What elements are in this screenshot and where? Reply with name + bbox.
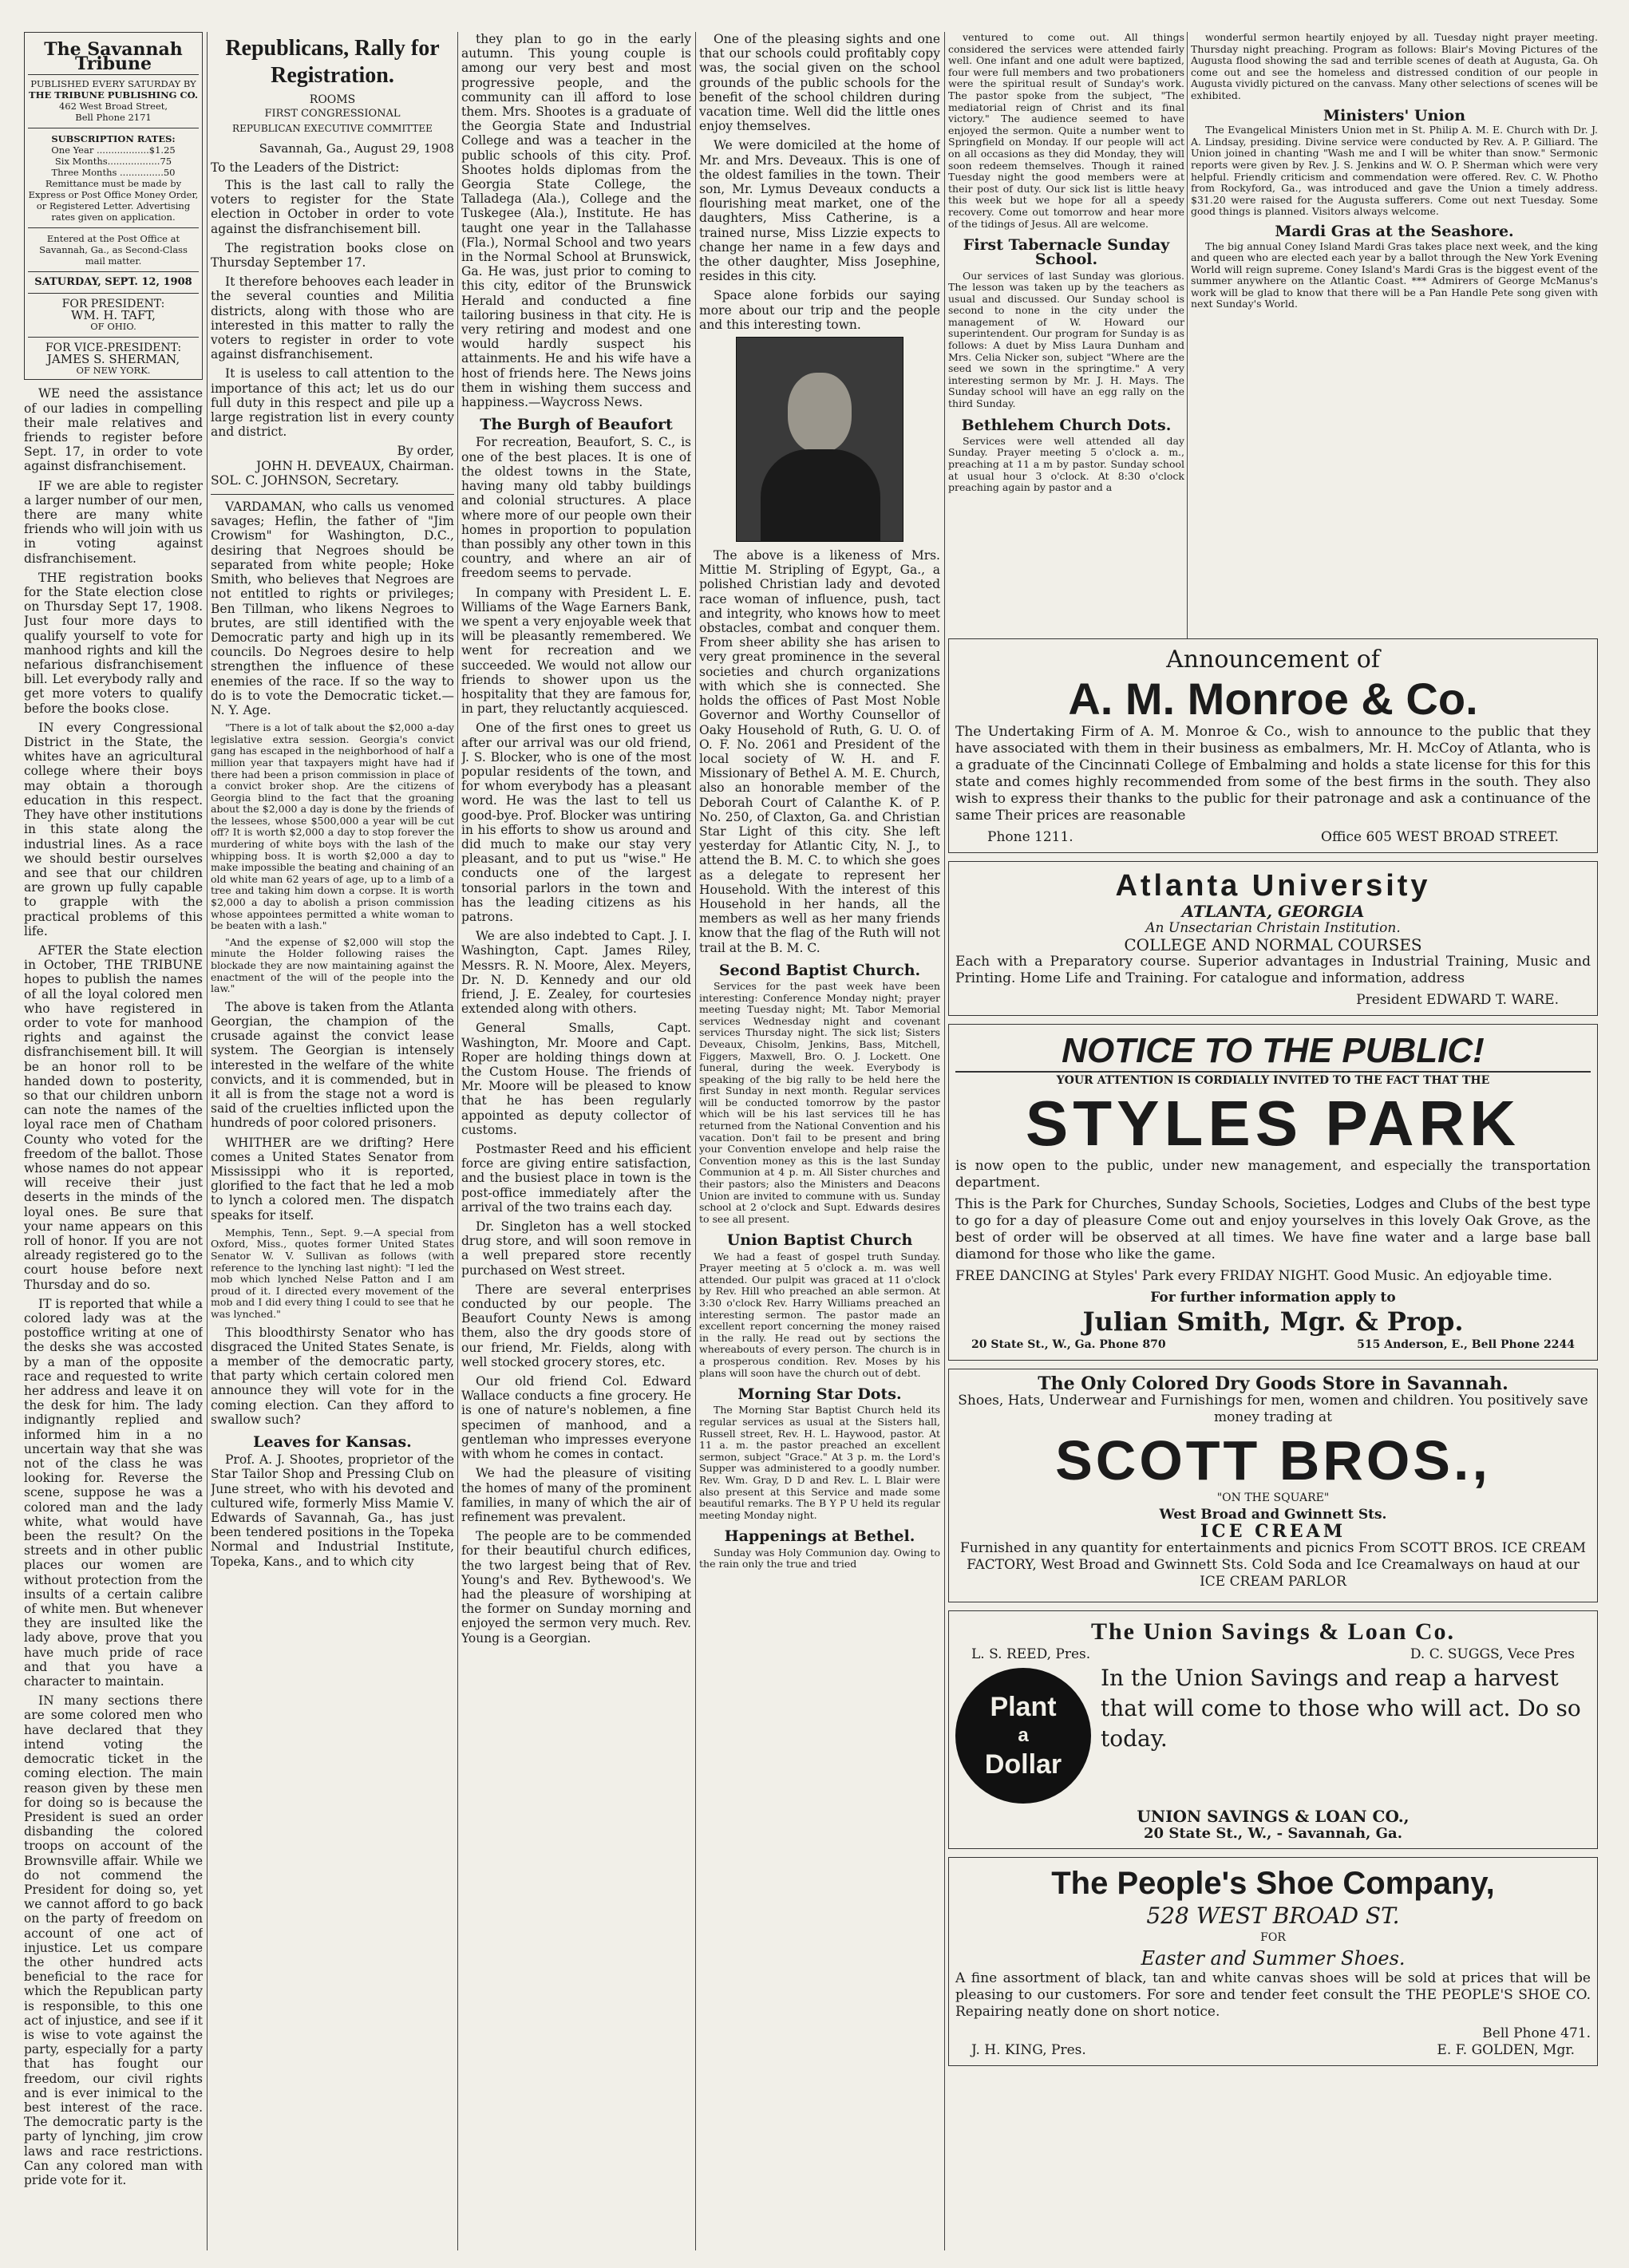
article-paragraph: WHITHER are we drifting? Here comes a United States Senator from Mississippi who it is reported, glorified to the fact that he led a mob to lynch a colored men. The dispatch speaks for itself. [211,1135,454,1223]
article-paragraph: The big annual Coney Island Mardi Gras takes place next week, and the king and queen who are elected each year by a ballot through the New York Evening World will reign supreme. Coney Island's Mardi Gras is the biggest event of the summer anywhere on the Atlantic Coast. *** Admirers of George McManus's work will be glad to know that there will be a Pan Handle Pete song given with next Sunday's World. [1191,239,1598,310]
article-paragraph: "And the expense of $2,000 will stop the minute the Holder following raises the blockade they are now maintaining against the enactment of the will of the people into the law." [211,935,454,995]
column-divider [207,32,208,2250]
dollar-word: Dollar [984,1749,1062,1780]
kansas-heading: Leaves for Kansas. [253,1433,412,1451]
article-paragraph: The Morning Star Baptist Church held its regular services as usual at the Sisters hall, Russell street, Rev. H. L. Haywood, pastor. At 11 a. m. the pastor preached an excellent sermon, subject "Grace." At 3 p. m. the Lord's Supper was administered to a goodly number. Rev. Wm. Gray, D D and Rev. L. L Blair were also present at this Service and made some beautiful remarks. The B Y P U held its regular meeting Monday night. [699,1404,940,1521]
styles-address-2: 515 Anderson, E., Bell Phone 2244 [1357,1338,1575,1351]
shoe-for: FOR [1260,1931,1286,1944]
monroe-text: The Undertaking Firm of A. M. Monroe & Co., wish to announce to the public that they have associated with them in their business as embalmers, Mr. H. McCoy of Atlanta, who is a graduate of the Cincinnati College of Embalming and holds a state license for this for this state and comes highly recommended from some of the best firms in the south. They also wish to express their thanks to the public for their patronage and ask a continuance of the same Their prices are reasonable [955,724,1591,824]
article-paragraph: The Evangelical Ministers Union met in St. Philip A. M. E. Church with Dr. J. A. Lindsay, presiding. Divine service were conducted by Rev. A. P. Gilliard. The Union joined in chanting "Wash me and I will be whiter than snow." Sermonic reports were given by Rev. J. S. Jenkins and W. O. P. Sherman which were very helpful. Friendly criticism and commendation were offered. Rev. C. W. Photho from Rockyford, Ga., was introduced and gave the Union a timely address. $31.20 were raised for the Augusta sufferers. Come out next Tuesday. Some good things is planned. Visitors always welcome. [1191,124,1598,218]
article-paragraph: Postmaster Reed and his efficient force are giving entire satisfaction, and the busiest place in town is the post-office immediately after the arrival of the two trains each day. [461,1142,691,1215]
article-paragraph: General Smalls, Capt. Washington, Mr. Moore and Capt. Roper are holding things down at the Custom House. The friends of Mr. Moore will be pleased to know that he has been regularly appointed as deputy collector of customs. [461,1021,691,1137]
article-paragraph: We were domiciled at the home of Mr. and Mrs. Deveaux. This is one of the oldest families in the town. Their son, Mr. Lymus Deveaux conducts a flourishing meat market, one of the daughters, Miss Catherine, is a trained nurse, Miss Lizzie expects to change her name in a few days and the other daughter, Miss Josephine, resides in this city. [699,138,940,284]
masthead-phone: Bell Phone 2171 [75,112,152,124]
second-baptist-heading: Second Baptist Church. [718,961,921,979]
scott-name: SCOTT BROS., [1055,1429,1491,1492]
atlanta-university-sub: An Unsectarian Christain Institution. [1145,920,1401,936]
monroe-office: Office 605 WEST BROAD STREET. [1321,829,1559,845]
union-savings-name: The Union Savings & Loan Co. [1090,1618,1456,1645]
monroe-announcement: Announcement of [1166,646,1380,674]
masthead-title: The Savannah Tribune [28,42,199,75]
committee-line-2: REPUBLICAN EXECUTIVE COMMITTEE [232,123,433,135]
editorial-paragraph: WE need the assistance of our ladies in compelling their male relatives and friends to register before Sept. 17, in order to vote against disfranchisement. [24,386,203,474]
morning-star-heading: Morning Star Dots. [737,1385,902,1404]
column-4 [699,32,940,2250]
vice-president-name: JAMES S. SHERMAN, [46,352,180,367]
shoe-company-name: The People's Shoe Company, [1051,1866,1495,1901]
union-vice-president: D. C. SUGGS, Vece Pres [1410,1646,1575,1662]
ministers-union-heading: Ministers' Union [1323,106,1466,124]
column-5 [948,32,1184,638]
letter-paragraph: It is useless to call attention to the importance of this act; let us do our full duty in this respect and pile up a large registration list in every county and district. [211,366,454,440]
article-paragraph: ventured to come out. All things considered the services were attended fairly well. One infant and one adult were baptized, four were full members and two probationers were the spiritual result of Sunday's work. The pastor spoke from the subject, "The mediatorial reign of Christ and its final victory." The audience seemed to have enjoyed the sermon. Quite a number went to Springfield on Monday. If our people will act on all occasions as they did Monday, they will soon redeem themselves. Though it rained Tuesday night the good members were at their post of duty. Our sick list is little heavy this week but we hope for all a speedy recovery. Come out tomorrow and hear more of the tidings of Jesus. All are welcome. [948,32,1184,230]
entered-note: Entered at the Post Office at Savannah, Ga., as Second-Class mail matter. [39,233,188,267]
article-paragraph: Services were well attended all day Sunday. Prayer meeting 5 o'clock a. m., preaching at 11 a m by pastor. Sunday school at usual hour 3 o'clock. At 8:30 o'clock preaching again by pastor and a [948,434,1184,494]
shoe-phone: Bell Phone 471. [1482,2025,1591,2041]
committee-line-1: FIRST CONGRESSIONAL [264,108,401,121]
article-paragraph: VARDAMAN, who calls us venomed savages; Heflin, the father of "Jim Crowism" for Washington, D.C., desiring that Negroes should be separated from white people; Hoke Smith, who believes that Negroes are not entitled to rights or privileges; Ben Tillman, who likens Negroes to brutes, are still identified with the Democratic party and high up in its councils. Do Negroes desire to help strengthen the influence of these enemies of the race. If so the way to do is to vote the Democratic ticket.—N. Y. Age. [211,500,454,717]
article-paragraph: wonderful sermon heartily enjoyed by all. Tuesday night prayer meeting. Thursday night preaching. Program as follows: Blair's Moving Pictures of the Augusta flood showing the sad and terrible scenes of death at Augusta, Ga. Oh come out and see the homeless and distressed condition of our people in Augusta vividly pictured on the canvass. Many other selections of scenes will be exhibited. [1191,32,1598,101]
beaufort-heading: The Burgh of Beaufort [480,416,673,434]
letter-salutation: To the Leaders of the District: [211,160,400,175]
column-divider [695,32,696,2250]
bethel-heading: Happenings at Bethel. [724,1527,915,1546]
president-name: WM. H. TAFT, [71,308,156,323]
scott-square: "ON THE SQUARE" [1216,1492,1330,1504]
column-divider [457,32,458,2250]
article-paragraph: Memphis, Tenn., Sept. 9.—A special from Oxford, Miss., quotes former United States Senator W. V. Sullivan as follows (with reference to the lynching last night): "I led the mob which lynched Nelse Patton and I am proud of it. I directed every movement of the mob and I did every thing I could to see that he was lynched." [211,1226,454,1320]
letter-paragraph: It therefore behooves each leader in the several counties and Militia districts, along with those who are interested in this matter to rally the voters to register in order to vote against disfranchisement. [211,275,454,362]
newspaper-page [24,32,1604,2250]
article-paragraph: There are several enterprises conducted by our people. The Beaufort County News is among them, also the dry goods store of our friend, Mr. Fields, along with well stocked grocery stores, etc. [461,1282,691,1369]
shoe-golden: E. F. GOLDEN, Mgr. [1437,2042,1575,2058]
styles-text-1: is now open to the public, under new management, and especially the transportation department. [955,1158,1591,1191]
letter-chairman: JOHN H. DEVEAUX, Chairman. [256,458,454,473]
article-paragraph: For recreation, Beaufort, S. C., is one of the best places. It is one of the oldest towns in the State, having many old tabby buildings and colonial structures. A place where more of our people own their homes in proportion to population than possibly any other town in this country, and where an air of freedom seems to pervade. [461,435,691,581]
monroe-name: A. M. Monroe & Co. [1068,674,1478,724]
column-divider [944,32,945,2250]
article-paragraph: they plan to go in the early autumn. This young couple is among our very best and most progressive people, and the community can ill afford to lose them. Mrs. Shootes is a graduate of the Georgia State and Industrial College and was a teacher in the public schools of this city. Prof. Shootes holds diplomas from the Georgia State College, the Talladega (Ala.), College and the Tuskegee (Ala.), Institute. He has taught one year in the Tallahasse (Fla.), Normal School and two years in the Normal School at Brunswick, Ga. He was, just prior to coming to this city, editor of the Brunswick Herald and conducted a fine tailoring business in that city. He is very retiring and modest and one would hardly suspect his attainments. He and his wife have a host of friends here. The News joins them in wishing them success and happiness.—Waycross News. [461,32,691,410]
scott-ice-cream: ICE CREAM [1200,1521,1346,1542]
bethlehem-heading: Bethlehem Church Dots. [961,416,1172,434]
article-paragraph: Our old friend Col. Edward Wallace conducts a fine grocery. He is one of nature's noblemen, a fine specimen of manhood, and a gentleman who impresses everyone with whom he comes in contact. [461,1374,691,1462]
president-state: OF OHIO. [90,321,136,333]
article-paragraph: In company with President L. E. Williams of the Wage Earners Bank, we spent a very enjoyable week that will be pleasantly remembered. We went for recreation and we succeeded. We would not allow our friends to shower upon us the hospitality that they are famous for, in part, they reluctantly acquiesced. [461,585,691,717]
article-paragraph: Space alone forbids our saying more about our trip and the people and this interesting town. [699,288,940,332]
masthead-publisher: THE TRIBUNE PUBLISHING CO. [29,89,198,101]
mardi-gras-heading: Mardi Gras at the Seashore. [1275,222,1514,240]
shoe-sub: Easter and Summer Shoes. [1141,1947,1406,1970]
scott-text-1: Shoes, Hats, Underwear and Furnishings for men, women and children. You positively save money trading at [958,1393,1588,1425]
scott-heading: The Only Colored Dry Goods Store in Savannah. [1038,1373,1508,1394]
article-paragraph: The above is a likeness of Mrs. Mittie M. Stripling of Egypt, Ga., a polished Christian lady and devoted race woman of influence, push, tact and integrity, who knows how to meet obstacles, combat and conquer them. From sheer ability she has arisen to very great prominence in the several societies and church organizations with which she is connected. She holds the offices of Past Most Noble Governor and Worthy Counsellor of Oaky Household of Ruth, G. U. O. of O. F. No. 2061 and President of the local society of W. H. and F. Missionary of Bethel A. M. E. Church, also an honorable member of the Deborah Court of Calanthe K. of P. No. 250, of Claxton, Ga. and Christian Star Light of this city. She left yesterday for Atlantic City, N. J., to attend the B. M. C. to which she goes as a delegate to represent her Household. With the interest of this Household in her hands, all the members as well as her many friends know that the flag of the Ruth will not trail at the B. M. C. [699,548,940,955]
advertisements [948,638,1598,2250]
atlanta-university-president: President EDWARD T. WARE. [1356,992,1559,1008]
vice-president-state: OF NEW YORK. [76,365,151,377]
union-president: L. S. REED, Pres. [971,1646,1091,1662]
article-paragraph: One of the pleasing sights and one that our schools could profitably copy was, the social given on the school grounds of the public schools for the benefit of the school children during vacation time. Well did the little ones enjoy themselves. [699,32,940,134]
editorial-paragraph: THE registration books for the State election close on Thursday Sept 17, 1908. Just four more days to qualify yourself to vote for manhood rights and kill the nefarious disfranchisement bill. Let everybody rally and get more voters to qualify before the books close. [24,570,203,716]
article-paragraph: The above is taken from the Atlanta Georgian, the champion of the crusade against the convict lease system. The Georgian is intensely interested in the welfare of the white convicts, and it is commended, but in it all is from the stage not a word is said of the cruelties inflicted upon the hundreds of poor colored prisoners. [211,999,454,1131]
article-paragraph: We had a feast of gospel truth Sunday. Prayer meeting at 5 o'clock a. m. was well attended. Our pulpit was graced at 11 o'clock by Rev. Hill who preached an able sermon. At 3:30 o'clock Rev. Harry Williams preached an interesting sermon. The pastor made an excellent report concerning the money raised in the rally. He read out by sections the whereabouts of every person. The church is in a prosperous condition. Rev. Moses by his plans will soon have the church out of debt. [699,1250,940,1379]
union-baptist-heading: Union Baptist Church [726,1231,913,1250]
rates-heading: SUBSCRIPTION RATES: [51,133,176,145]
peoples-shoe-ad [948,1857,1598,2066]
union-address: 20 State St., W., - Savannah, Ga. [1144,1825,1402,1842]
styles-manager: Julian Smith, Mgr. & Prop. [1082,1306,1464,1337]
column-3 [461,32,691,2250]
scott-text-2: Furnished in any quantity for entertainments and picnics From SCOTT BROS. ICE CREAM FACTORY, West Broad and Gwinnett Sts. Cold Soda and Ice Creamalways on haud at our ICE CREAM PARLOR [959,1540,1587,1590]
issue-date: SATURDAY, SEPT. 12, 1908 [34,276,192,289]
article-paragraph: This bloodthirsty Senator who has disgraced the United States Senate, is a member of the democratic party, that party which certain colored men announce they will vote for in the coming election. Can they afford to swallow such? [211,1325,454,1427]
letter-by-order: By order, [397,444,454,459]
rooms-label: ROOMS [309,93,356,106]
column-1 [24,32,203,2250]
shoe-text: A fine assortment of black, tan and white canvas shoes will be sold at prices that will be pleasing to our customers. For sore and tender feet consult the THE PEOPLE'S SHOE CO. Repairing neatly done on short notice. [955,1970,1591,2020]
president-label: FOR PRESIDENT: [61,298,165,311]
styles-apply: For further information apply to [1150,1290,1396,1306]
styles-park-ad [948,1024,1598,1361]
vice-president-label: FOR VICE-PRESIDENT: [45,342,182,355]
monroe-phone: Phone 1211. [987,829,1073,845]
styles-park-name: STYLES PARK [1025,1088,1521,1159]
plant-a-word: a [1018,1725,1029,1746]
article-paragraph: "There is a lot of talk about the $2,000 a-day legislative extra session. Georgia's convict gang has escaped in the neighborhood of half a million year that taxpayers might have had if there had been a prison commission in place of a convict broker shop. Are the citizens of Georgia blind to the fact that the groaning about the $2,000 a day is done by the friends of the lessees, whose $500,000 a year will be cut off? It is worth $2,000 a day to stop forever the murdering of white boys with the lash of the whipping boss. It is worth $2,000 a day to make impossible the beating and chaining of an old white man 62 years of age, up to a limb of a tree and taking him down a corpse. It is worth $2,000 a day to abolish a prison commission whose appointees permitted a white woman to be beaten with a lash." [211,721,454,932]
portrait-photo [736,337,903,542]
atlanta-university-city: ATLANTA, GEORGIA [1181,902,1365,921]
union-text: In the Union Savings and reap a harvest that will come to those who will act. Do so today. [1101,1665,1581,1752]
editorial-paragraph: IN many sections there are some colored men who have declared that they intend voting the democratic ticket in the coming election. The main reason given by these men for doing so is because the President is sued an order disbanding the colored troops on account of the Brownsville affair. While we do not commend the President for doing so, yet we cannot afford to go back on the party of freedom on account of one act of injustice. Let us compare the other hundred acts beneficial to the race for which the Republican party is responsible, to this one act of injustice, and see if it is wise to vote against the party, especially for a party that has fought our freedom, our civil rights and is ever inimical to the best interest of the race. The democratic party is the party of lynching, jim crow laws and race restrictions. Can any colored man with pride vote for it. [24,1693,203,2187]
article-paragraph: Sunday was Holy Communion day. Owing to the rain only the true and tried [699,1546,940,1571]
atlanta-university-ad [948,861,1598,1016]
tabernacle-heading: First Tabernacle Sunday School. [963,236,1170,269]
masthead-box [24,32,203,380]
notice-sub: YOUR ATTENTION IS CORDIALLY INVITED TO THE FACT THAT THE [1056,1074,1490,1087]
letter-secretary: SOL. C. JOHNSON, Secretary. [211,472,399,488]
article-paragraph: We had the pleasure of visiting the homes of many of the prominent families, in many of which the air of refinement was prevalent. [461,1466,691,1524]
article-paragraph: Dr. Singleton has a well stocked drug store, and will soon remove in a well prepared store recently purchased on West street. [461,1219,691,1278]
shoe-king: J. H. KING, Pres. [971,2042,1086,2058]
registration-headline: Republicans, Rally for Registration. [225,36,440,88]
column-2 [211,32,454,2250]
atlanta-university-name: Atlanta University [1115,869,1431,903]
notice-heading: NOTICE TO THE PUBLIC! [955,1031,1591,1073]
union-savings-ad [948,1610,1598,1849]
styles-address-1: 20 State St., W., Ga. Phone 870 [971,1338,1166,1351]
editorial-paragraph: IT is reported that while a colored lady was at the postoffice writing at one of the desks she was accosted by a man of the opposite race and requested to write her address and leave it on the desk for him. The lady indignantly replied and informed him in a no uncertain way that she was not of the class he was looking for. Reverse the scene, suppose he was a colored man and the lady white, what would have been the result? On the streets and in other public places our women are without protection from the insults of a certain calibre of white men. But whenever they are insulted like the lady above, prove that you have much pride of race and that you have a character to maintain. [24,1296,203,1689]
styles-text-3: FREE DANCING at Styles' Park every FRIDAY NIGHT. Good Music. An edjoyable time. [955,1268,1552,1284]
rate-three-months: Three Months ...............50 [51,167,176,179]
scott-address: West Broad and Gwinnett Sts. [1159,1507,1387,1523]
shoe-address: 528 WEST BROAD ST. [1146,1903,1400,1929]
masthead-published: PUBLISHED EVERY SATURDAY BY [30,78,196,90]
column-6-top [1191,32,1598,638]
styles-text-2: This is the Park for Churches, Sunday Schools, Societies, Lodges and Clubs of the best type to go for a day of pleasure Come out and enjoy yourselves in this lovely Oak Grove, as the best of order will be observed at all times. We have fine water and a large base ball diamond for those who like the game. [955,1196,1591,1262]
column-divider [1187,32,1188,638]
editorial-paragraph: IF we are able to register a larger number of our men, there are many white friends who will join with us in voting against disfranchisement. [24,478,203,566]
plant-a-dollar-icon [955,1668,1091,1804]
article-paragraph: The people are to be commended for their beautiful church edifices, the two largest being that of Rev. Young's and Rev. Bythewood's. We had the pleasure of worshiping at the former on Sunday morning and enjoyed the sermon very much. Rev. Young is a Georgian. [461,1529,691,1646]
editorial-paragraph: AFTER the State election in October, THE TRIBUNE hopes to publish the names of all the loyal colored men who have registered in order to vote for manhood rights and against the disfranchisement bill. It will be an honor roll to be handed down to posterity, so that our children unborn can note the names of the loyal race men of Chatham County who voted for the freedom of the ballot. Those whose names do not appear will receive their just deserts in the minds of the loyal ones. Be sure that your name appears on this roll of honor. If you are not already registered go to the court house before next Thursday and do so. [24,942,203,1292]
monroe-ad [948,638,1598,853]
rate-one-year: One Year ..................$1.25 [51,144,176,156]
letter-dateline: Savannah, Ga., August 29, 1908 [259,140,454,156]
atlanta-university-courses: COLLEGE AND NORMAL COURSES [1124,935,1422,954]
rate-six-months: Six Months..................75 [54,156,172,168]
masthead-address: 462 West Broad Street, [58,101,168,113]
article-paragraph: Our services of last Sunday was glorious. The lesson was taken up by the teachers as usual and discussed. Our Sunday school is second to none in the city under the management of W. Howard our superintendent. Our program for Sunday is as follows: A duet by Miss Laura Dunham and Mrs. Celia Nicker son, subject "Where are the seed we sown in the springtime." A very interesting sermon by Mr. J. H. Mays. The Sunday school will have an egg rally on the third Sunday. [948,269,1184,410]
atlanta-university-text: Each with a Preparatory course. Superior advantages in Industrial Training, Music and Printing. Home Life and Training. For catalogue and information, address [955,954,1591,986]
remittance-note: Remittance must be made by Express or Post Office Money Order, or Registered Letter. Advertising rates given on application. [28,178,199,223]
plant-word: Plant [990,1692,1057,1722]
letter-paragraph: This is the last call to rally the voters to register for the State election in October in order to vote against the disfranchisement bill. [211,178,454,236]
article-paragraph: Prof. A. J. Shootes, proprietor of the Star Tailor Shop and Pressing Club on June street, who with his devoted and cultured wife, formerly Miss Mamie V. Edwards of Savannah, Ga., has just been tendered positions in the Topeka Normal and Industrial Institute, Topeka, Kans., and to which city [211,1452,454,1569]
article-paragraph: One of the first ones to greet us after our arrival was our old friend, J. S. Blocker, who is one of the most popular residents of the town, and for whom everybody has a pleasant word. He was the last to tell us good-bye. Prof. Blocker was untiring in his efforts to show us around and did much to make our stay very pleasant, and to put us "wise." He conducts one of the largest tonsorial parlors in the town and has the leading citizens as his patrons. [461,721,691,924]
editorial-paragraph: IN every Congressional District in the State, the whites have an agricultural college where their boys may obtain a thorough education in this respect. They have other institutions in this state along the industrial lines. As a race we should bestir ourselves and see that our children are grown up fully capable to grapple with the practical problems of this life. [24,720,203,938]
union-company: UNION SAVINGS & LOAN CO., [1137,1807,1410,1826]
article-paragraph: Services for the past week have been interesting: Conference Monday night; prayer meeting Tuesday night; Mt. Tabor Memorial services Wednesday night and covenant services Thursday night. The sick list; Sisters Deveaux, Chisolm, Jenkins, Bass, Mitchell, Figgers, Maxwell, Bro. O. J. Lockett. One funeral, during the week. Everybody is speaking of the big rally to be held here the first Sunday in next month. Regular services will be conducted tomorrow by the pastor which will be his last services till he has returned from the National Convention and his vacation. Don't fail to be present and bring your Convention envelope and help raise the Convention money as this is the last Sunday Communion at 4 p. m. All Sister churches and their pastors; also the Ministers and Deacons Union are invited to commune with us. Sunday school at 2 o'clock and Supt. Edwards desires to see all present. [699,979,940,1225]
article-paragraph: We are also indebted to Capt. J. I. Washington, Capt. James Riley, Messrs. R. N. Moore, Alex. Meyers, Dr. N. D. Kennedy and our old friend, J. E. Zealey, for courtesies extended along with others. [461,929,691,1017]
scott-bros-ad [948,1369,1598,1602]
letter-paragraph: The registration books close on Thursday September 17. [211,240,454,271]
